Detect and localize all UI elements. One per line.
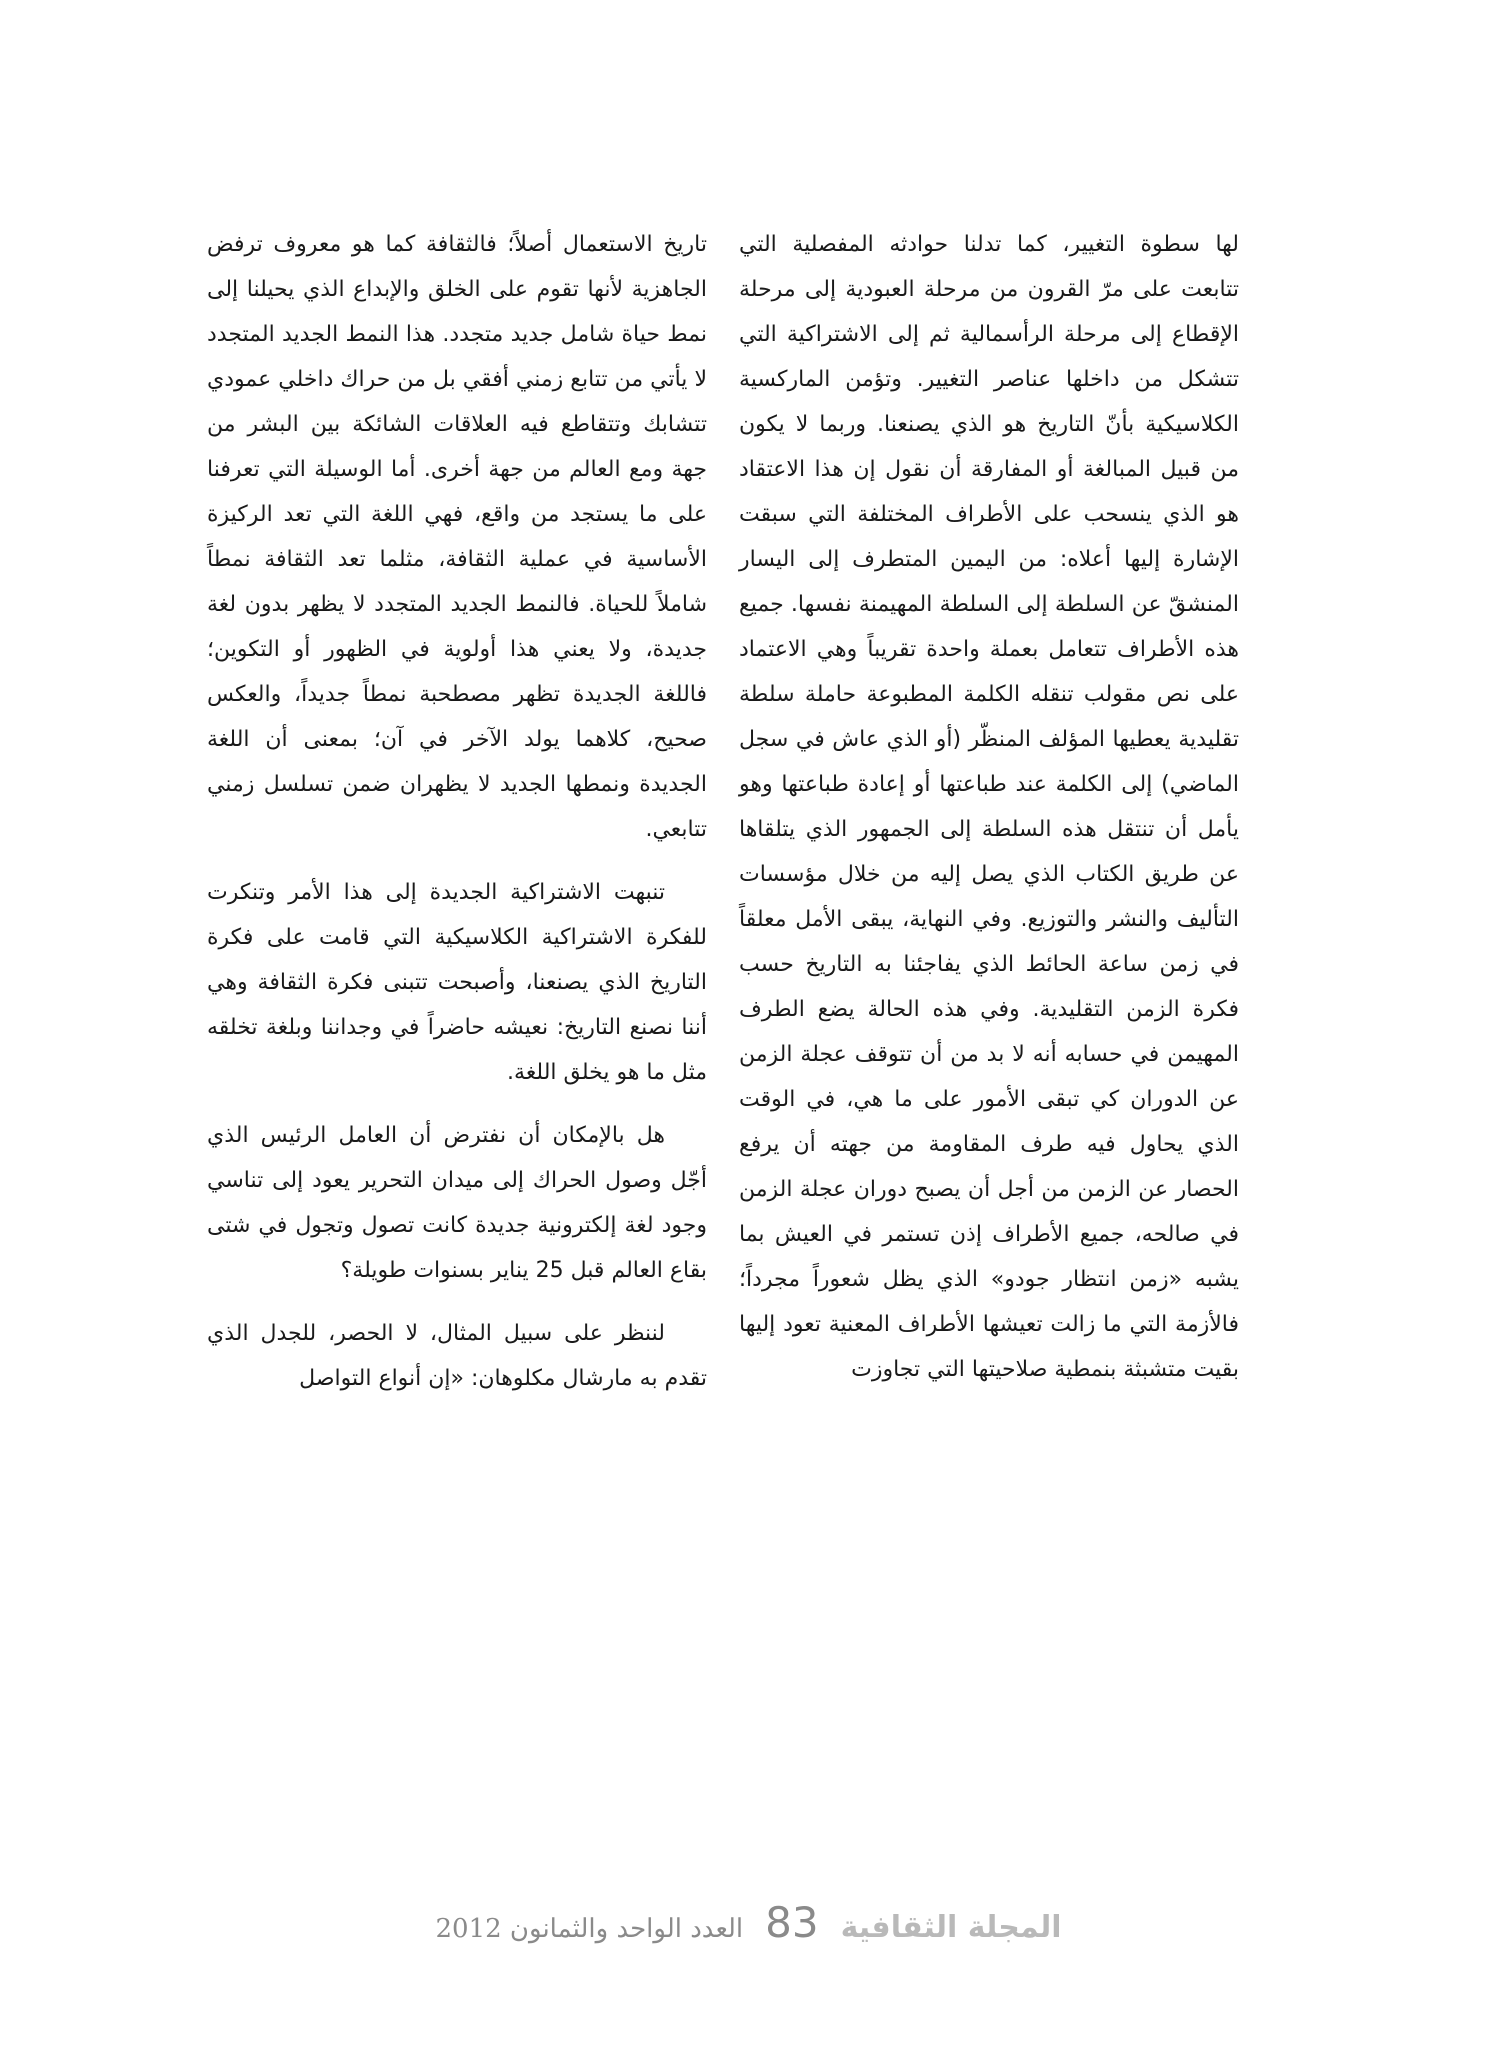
issue-label: العدد الواحد والثمانون 2012: [435, 1914, 744, 1944]
page-number: 83: [765, 1898, 819, 1947]
left-paragraph-1: تاريخ الاستعمال أصلاً؛ فالثقافة كما هو معروف ترفض الجاهزية لأنها تقوم على الخلق والإبداع الذي يحيلنا إلى نمط حياة شامل جديد متجدد. هذا النمط الجديد المتجدد لا يأتي من تتابع زمني أفقي بل من حراك داخلي عمودي تتشابك وتتقاطع فيه العلاقات الشائكة بين البشر من جهة ومع العالم من جهة أخرى. أما الوسيلة التي تعرفنا على ما يستجد من واقع، فهي اللغة التي تعد الركيزة الأساسية في عملية الثقافة، مثلما تعد الثقافة نمطاً شاملاً للحياة. فالنمط الجديد المتجدد لا يظهر بدون لغة جديدة، ولا يعني هذا أولوية في الظهور أو التكوين؛ فاللغة الجديدة تظهر مصطحبة نمطاً جديداً، والعكس صحيح، كلاهما يولد الآخر في آن؛ بمعنى أن اللغة الجديدة ونمطها الجديد لا يظهران ضمن تسلسل زمني تتابعي.: [207, 232, 707, 842]
left-paragraph-3: هل بالإمكان أن نفترض أن العامل الرئيس الذي أجّل وصول الحراك إلى ميدان التحرير يعود إلى تناسي وجود لغة إلكترونية جديدة كانت تصول وتجول في شتى بقاع العالم قبل 25 يناير بسنوات طويلة؟: [207, 1123, 707, 1283]
left-paragraph-2: تنبهت الاشتراكية الجديدة إلى هذا الأمر وتنكرت للفكرة الاشتراكية الكلاسيكية التي قامت على فكرة التاريخ الذي يصنعنا، وأصبحت تتبنى فكرة الثقافة وهي أننا نصنع التاريخ: نعيشه حاضراً في وجداننا وبلغة تخلقه مثل ما هو يخلق اللغة.: [207, 880, 707, 1085]
right-paragraph-1: لها سطوة التغيير، كما تدلنا حوادثه المفصلية التي تتابعت على مرّ القرون من مرحلة العبودية إلى مرحلة الإقطاع إلى مرحلة الرأسمالية ثم إلى الاشتراكية التي تتشكل من داخلها عناصر التغيير. وتؤمن الماركسية الكلاسيكية بأنّ التاريخ هو الذي يصنعنا. وربما لا يكون من قبيل المبالغة أو المفارقة أن نقول إن هذا الاعتقاد هو الذي ينسحب على الأطراف المختلفة التي سبقت الإشارة إليها أعلاه: من اليمين المتطرف إلى اليسار المنشقّ عن السلطة إلى السلطة المهيمنة نفسها. جميع هذه الأطراف تتعامل بعملة واحدة تقريباً وهي الاعتماد على نص مقولب تنقله الكلمة المطبوعة حاملة سلطة تقليدية يعطيها المؤلف المنظّر (أو الذي عاش في سجل الماضي) إلى الكلمة عند طباعتها أو إعادة طباعتها وهو يأمل أن تنتقل هذه السلطة إلى الجمهور الذي يتلقاها عن طريق الكتاب الذي يصل إليه من خلال مؤسسات التأليف والنشر والتوزيع. وفي النهاية، يبقى الأمل معلقاً في زمن ساعة الحائط الذي يفاجئنا به التاريخ حسب فكرة الزمن التقليدية. وفي هذه الحالة يضع الطرف المهيمن في حسابه أنه لا بد من أن تتوقف عجلة الزمن عن الدوران كي تبقى الأمور على ما هي، في الوقت الذي يحاول فيه طرف المقاومة من جهته أن يرفع الحصار عن الزمن من أجل أن يصبح دوران عجلة الزمن في صالحه، جميع الأطراف إذن تستمر في العيش بما يشبه «زمن انتظار جودو» الذي يظل شعوراً مجرداً؛ فالأزمة التي ما زالت تعيشها الأطراف المعنية تعود إليها بقيت متشبثة بنمطية صلاحيتها التي تجاوزت: [739, 232, 1239, 1382]
left-column: [207, 222, 707, 1401]
left-paragraph-4: لننظر على سبيل المثال، لا الحصر، للجدل الذي تقدم به مارشال مكلوهان: «إن أنواع التواصل: [207, 1321, 707, 1391]
right-column: [739, 222, 1239, 1392]
page-footer: [0, 1898, 1497, 1948]
magazine-name: المجلة الثقافية: [840, 1910, 1062, 1945]
